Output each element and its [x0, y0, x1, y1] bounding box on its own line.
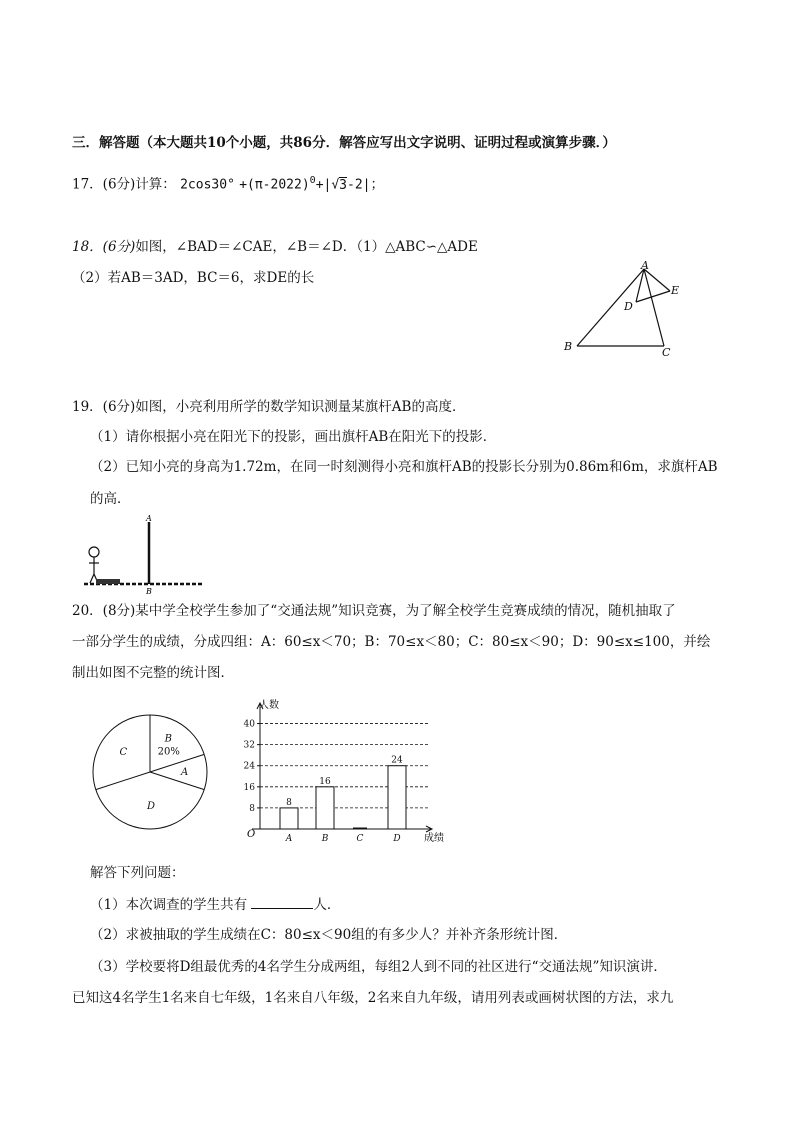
q18-triangle-figure	[556, 258, 696, 358]
q18-segment-ac	[644, 269, 664, 346]
q18-label-e: E	[671, 284, 680, 297]
pie-label-d: D	[147, 801, 156, 812]
q20-answer-intro: 解答下列问题：	[90, 865, 185, 881]
q19-line-2: （1）请你根据小亮在阳光下的投影，画出旗杆AB在阳光下的投影．	[90, 429, 497, 445]
bar-a	[280, 808, 298, 829]
bar-value-label-a: 8	[286, 797, 292, 808]
q19-flagpole-figure	[80, 512, 210, 596]
q17-plus-1: +	[239, 177, 248, 193]
bar-ytick-label-16: 16	[243, 782, 255, 793]
q17-plus-2: +	[315, 177, 324, 193]
q18-text-1: 如图，∠BAD＝∠CAE，∠B＝∠D．（1）△ABC∽△ADE	[135, 239, 478, 255]
q17-rest: -2	[347, 177, 363, 193]
bar-ytick-label-40: 40	[243, 719, 255, 730]
q20-line-2: 一部分学生的成绩，分成四组：A：60≤x＜70；B：70≤x＜80；C：80≤x＜90；D：90≤x≤100，并绘	[72, 634, 711, 650]
q19-label-a: A	[146, 514, 152, 523]
bar-ytick-label-24: 24	[243, 761, 255, 772]
q18-segment-ae	[644, 269, 670, 291]
q17-radicand: 3	[339, 177, 347, 193]
pie-label-a: A	[181, 767, 189, 778]
q18-label-d: D	[624, 300, 633, 313]
q20-sub-3a: （3）学校要将D组最优秀的4名学生分成两组，每组2人到不同的社区进行“交通法规”知识演讲．	[90, 959, 667, 975]
q20-sub1-post: 人．	[313, 897, 341, 913]
pie-chart	[90, 712, 216, 838]
bar-category-c: C	[356, 834, 364, 844]
q18-label-b: B	[564, 340, 573, 353]
q19-line-4: 的高．	[90, 491, 131, 507]
section-heading: 三．解答题（本大题共10个小题，共86分．解答应写出文字说明、证明过程或演算步骤．）	[72, 135, 616, 151]
q17-line	[72, 171, 384, 196]
pie-label-c: C	[119, 747, 128, 759]
q20-sub-2: （2）求被抽取的学生成绩在C：80≤x＜90组的有多少人？并补齐条形统计图．	[90, 927, 568, 943]
bar-category-b: B	[321, 834, 329, 844]
q20-sub1-pre: （1）本次调查的学生共有	[90, 897, 248, 913]
q18-line-2: （2）若AB＝3AD，BC＝6，求DE的长	[72, 270, 315, 286]
q20-sub-3b: 已知这4名学生1名来自七年级，1名来自八年级，2名来自九年级，请用列表或画树状图的方法，求九	[72, 990, 674, 1006]
q20-sub-1	[90, 894, 340, 915]
bar-chart	[238, 695, 478, 851]
q17-abs-close: |	[362, 177, 371, 193]
q18-number: 18．(6分)	[72, 239, 136, 255]
pie-slice-boundary-d	[150, 772, 204, 790]
bar-ytick-label-32: 32	[243, 740, 255, 751]
q17-number: 17．(6分)	[72, 176, 136, 193]
q17-expr-a: 2cos30°	[180, 177, 235, 193]
q18-label-c: C	[662, 346, 671, 358]
q20-line-1: 20．(8分)某中学全校学生参加了“交通法规”知识竞赛，为了解全校学生竞赛成绩的情况，随机抽取了	[72, 603, 676, 619]
q18-line-1	[72, 237, 478, 257]
q19-person-icon	[89, 547, 99, 583]
bar-category-d: D	[393, 834, 401, 844]
bar-category-a: A	[285, 834, 293, 844]
pie-slice-boundary-c	[96, 772, 150, 790]
q17-abs-open: |	[323, 177, 332, 193]
bar-ylabel: 人数	[259, 700, 279, 711]
bar-origin: O	[247, 829, 256, 840]
q17-expr-b: (π-2022)	[247, 177, 310, 193]
q17-exponent: 0	[309, 175, 316, 186]
q20-answer-blank[interactable]	[251, 894, 313, 909]
q20-line-3: 制出如图不完整的统计图．	[72, 665, 234, 681]
bar-value-label-d: 24	[391, 755, 403, 766]
q19-line-1: 19．(6分)如图，小亮利用所学的数学知识测量某旗杆AB的高度．	[72, 399, 466, 415]
q18-label-a: A	[641, 259, 649, 272]
pie-label-b: B	[164, 733, 172, 745]
q19-label-b: B	[146, 587, 152, 596]
bar-ytick-label-8: 8	[249, 803, 255, 814]
q19-person-shadow	[96, 579, 120, 584]
bar-d	[388, 766, 406, 829]
q17-sqrt-symbol: √	[331, 177, 340, 193]
pie-annotation-b: 20%	[157, 746, 180, 758]
q19-line-3: （2）已知小亮的身高为1.72m，在同一时刻测得小亮和旗杆AB的投影长分别为0.86m和6m，求旗杆AB	[90, 459, 718, 475]
bar-value-label-b: 16	[319, 776, 331, 787]
bar-b	[316, 787, 334, 829]
q17-lead: 计算：	[135, 176, 176, 193]
q18-segment-ab	[577, 269, 644, 346]
q17-end: ；	[370, 176, 384, 193]
q18-segment-de	[636, 291, 670, 302]
bar-xlabel: 成绩	[424, 833, 444, 844]
